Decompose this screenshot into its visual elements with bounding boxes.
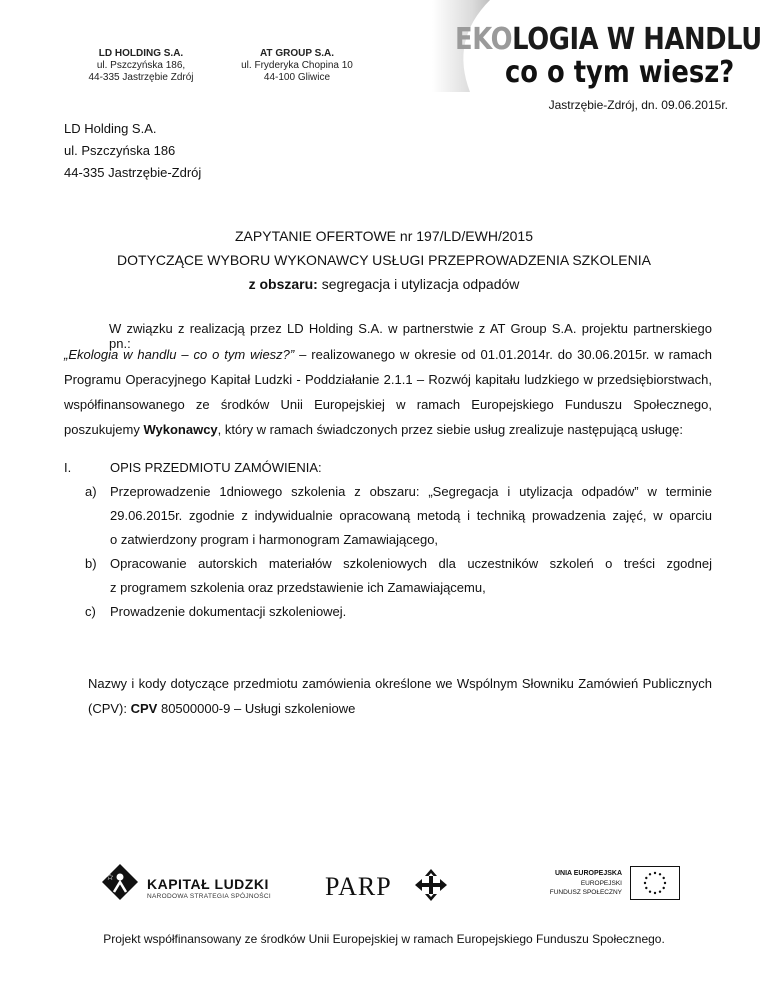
brand-title-rest: LOGIA W HANDLU <box>512 22 762 57</box>
intro-line-5-b: , który w ramach świadczonych przez siebie usług zrealizuje następującą usługę: <box>217 422 684 437</box>
intro-line-4: współfinansowanego ze środków Unii Europejskiej w ramach Europejskiego Funduszu Społecznego, <box>64 397 712 412</box>
brand-title-eko: EKO <box>455 22 513 57</box>
company2-street: ul. Fryderyka Chopina 10 <box>241 60 353 71</box>
recipient-street: ul. Pszczyńska 186 <box>64 143 176 158</box>
intro-line-5-a: poszukujemy <box>64 422 144 437</box>
intro-line-1: W związku z realizacją przez LD Holding S.A. w partnerstwie z AT Group S.A. projektu partnerskiego pn.: <box>109 321 712 351</box>
doc-scope-label: z obszaru: <box>248 276 318 292</box>
parp-logo-text: PARP <box>325 872 392 901</box>
item-c-line-1: Prowadzenie dokumentacji szkoleniowej. <box>110 604 347 619</box>
section-heading: OPIS PRZEDMIOTU ZAMÓWIENIA: <box>110 460 322 475</box>
kapital-ludzki-logo-icon <box>100 862 140 902</box>
parp-arrows-icon <box>414 868 448 902</box>
doc-scope-value: segregacja i utylizacja odpadów <box>317 276 520 292</box>
doc-scope <box>0 276 768 292</box>
project-name: „Ekologia w handlu – co o tym wiesz?” <box>64 347 295 362</box>
section-number: I. <box>64 460 72 475</box>
kapital-ludzki-subtitle: NARODOWA STRATEGIA SPÓJNOŚCI <box>147 893 271 900</box>
brand-title <box>455 22 762 57</box>
item-a-line-2: 29.06.2015r. zgodnie z indywidualnie opracowaną metodą i techniką prowadzenia zajęć, w oparciu <box>110 508 712 523</box>
company2-address <box>212 48 382 84</box>
company2-name: AT GROUP S.A. <box>259 48 335 59</box>
company1-address <box>56 48 226 84</box>
intro-line-2-rest: – realizowanego w okresie od 01.01.2014r. do 30.06.2015r. w ramach <box>294 347 712 362</box>
intro-line-5 <box>64 422 712 437</box>
company2-city: 44-100 Gliwice <box>263 72 331 83</box>
contractor-word: Wykonawcy <box>143 422 218 437</box>
eu-flag-icon <box>630 866 680 900</box>
item-a-line-3: o zatwierdzony program i harmonogram Zamawiającego, <box>110 532 439 547</box>
kapital-ludzki-title: KAPITAŁ LUDZKI <box>147 876 269 892</box>
cpv-label: (CPV): <box>88 701 131 716</box>
recipient-name: LD Holding S.A. <box>64 121 157 136</box>
company1-city: 44-335 Jastrzębie Zdrój <box>88 72 194 83</box>
cpv-line-1: Nazwy i kody dotyczące przedmiotu zamówienia określone we Wspólnym Słowniku Zamówień Publicznych <box>88 676 712 691</box>
cpv-line-2 <box>88 701 355 716</box>
item-a-letter: a) <box>85 484 97 499</box>
company1-name: LD HOLDING S.A. <box>98 48 184 59</box>
item-c-letter: c) <box>85 604 96 619</box>
footer-note: Projekt współfinansowany ze środków Unii Europejskiej w ramach Europejskiego Funduszu Społecznego. <box>103 932 665 946</box>
date-line: Jastrzębie-Zdrój, dn. 09.06.2015r. <box>548 98 728 112</box>
recipient-city: 44-335 Jastrzębie-Zdrój <box>64 165 202 180</box>
item-b-line-1: Opracowanie autorskich materiałów szkoleniowych dla uczestników szkoleń o treści zgodnej <box>110 556 712 571</box>
intro-line-2 <box>64 347 712 362</box>
doc-title: ZAPYTANIE OFERTOWE nr 197/LD/EWH/2015 <box>235 228 533 244</box>
company1-street: ul. Pszczyńska 186, <box>96 60 186 71</box>
cpv-bold: CPV <box>130 701 158 716</box>
eu-sub2: FUNDUSZ SPOŁECZNY <box>549 889 622 896</box>
item-a-line-1: Przeprowadzenie 1dniowego szkolenia z obszaru: „Segregacja i utylizacja odpadów” w terminie <box>110 484 712 499</box>
item-b-line-2: z programem szkolenia oraz przedstawienie ich Zamawiającemu, <box>110 580 486 595</box>
brand-subtitle: co o tym wiesz? <box>505 55 735 90</box>
intro-line-3: Programu Operacyjnego Kapitał Ludzki - Poddziałanie 2.1.1 – Rozwój kapitału ludzkiego w przedsiębiorstwach, <box>64 372 712 387</box>
cpv-code: 80500000-9 – Usługi szkoleniowe <box>157 701 356 716</box>
doc-subtitle: DOTYCZĄCE WYBORU WYKONAWCY USŁUGI PRZEPROWADZENIA SZKOLENIA <box>117 252 651 268</box>
eu-sub1: EUROPEJSKI <box>580 880 622 887</box>
item-b-letter: b) <box>85 556 97 571</box>
eu-title: UNIA EUROPEJSKA <box>554 870 622 877</box>
